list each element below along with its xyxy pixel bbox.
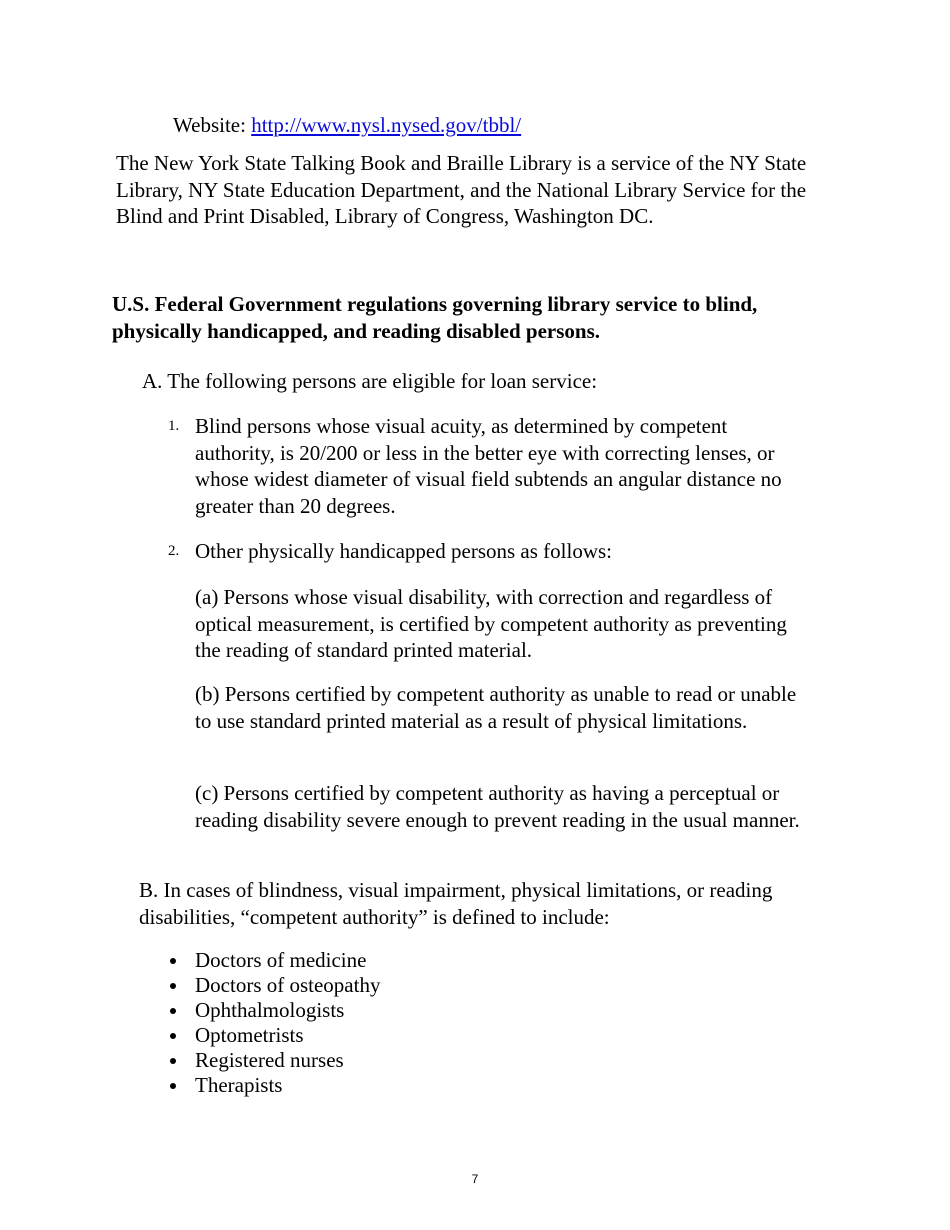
list-item <box>168 1073 568 1098</box>
bullet-icon <box>170 1083 176 1089</box>
list-item <box>168 998 568 1023</box>
list-item-text: Ophthalmologists <box>195 998 345 1022</box>
intro-paragraph: The New York State Talking Book and Braille Library is a service of the NY State Library, NY State Education Department, and the National Library Service for the Blind and Print Disabled, Library of Congress, Washington DC. <box>116 151 807 228</box>
bullet-icon <box>170 1033 176 1039</box>
subitem-a: (a) Persons whose visual disability, with correction and regardless of optical measurement, is certified by competent authority as preventing the reading of standard printed material. <box>195 585 787 662</box>
list-item-text: Registered nurses <box>195 1048 344 1072</box>
list-item-text: Optometrists <box>195 1023 304 1047</box>
list-item <box>168 948 568 973</box>
competent-authority-list <box>168 948 568 1098</box>
list-item-text: Doctors of medicine <box>195 948 367 972</box>
section-b-title: B. In cases of blindness, visual impairment, physical limitations, or reading disabilities, “competent authority” is defined to include: <box>139 878 773 929</box>
list-item <box>168 1023 568 1048</box>
list-item-text: Doctors of osteopathy <box>195 973 381 997</box>
section-a-title: A. The following persons are eligible for loan service: <box>142 369 598 393</box>
item-text: Other physically handicapped persons as follows: <box>195 539 612 563</box>
website-label: Website: <box>173 113 252 137</box>
bullet-icon <box>170 983 176 989</box>
website-line <box>173 112 521 139</box>
list-item <box>168 973 568 998</box>
bullet-icon <box>170 1008 176 1014</box>
item-number: 2. <box>168 543 180 559</box>
list-item <box>168 1048 568 1073</box>
subitem-b: (b) Persons certified by competent authority as unable to read or unable to use standard printed material as a result of physical limitations. <box>195 682 797 733</box>
regulations-heading: U.S. Federal Government regulations governing library service to blind, physically handicapped, and reading disabled persons. <box>112 292 758 343</box>
item-text: Blind persons whose visual acuity, as determined by competent authority, is 20/200 or less in the better eye with correcting lenses, or whose widest diameter of visual field subtends an angular distance no greater than 20 degrees. <box>195 414 782 518</box>
page-number: 7 <box>471 1172 479 1186</box>
bullet-icon <box>170 1058 176 1064</box>
bullet-icon <box>170 958 176 964</box>
item-number: 1. <box>168 418 180 434</box>
subitem-c: (c) Persons certified by competent authority as having a perceptual or reading disability severe enough to prevent reading in the usual manner. <box>195 781 800 832</box>
website-link[interactable]: http://www.nysl.nysed.gov/tbbl/ <box>251 113 522 137</box>
list-item-text: Therapists <box>195 1073 283 1097</box>
